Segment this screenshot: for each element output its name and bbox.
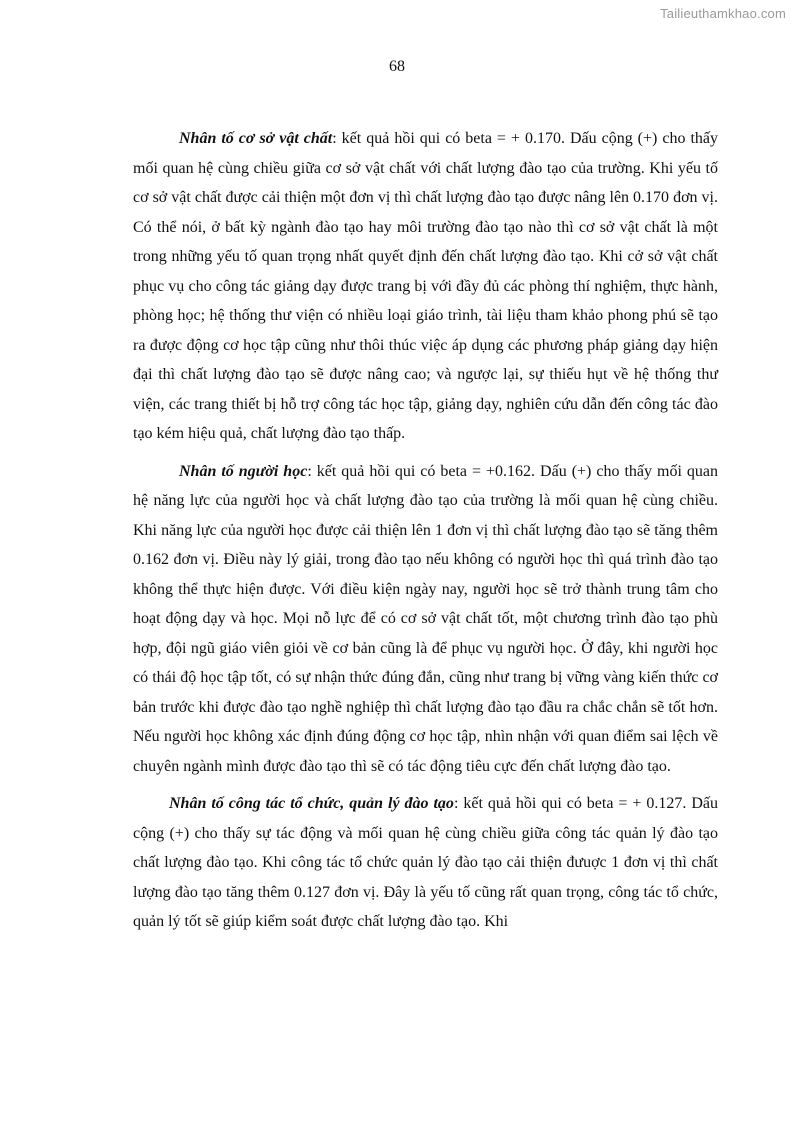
watermark-text: Tailieuthamkhao.com (660, 6, 786, 21)
paragraph-co-so-vat-chat (133, 124, 718, 449)
page-number: 68 (389, 58, 405, 75)
paragraph-term: Nhân tố cơ sở vật chất (179, 130, 333, 147)
paragraph-term: Nhân tố người học (179, 462, 308, 480)
paragraph-term: Nhân tố công tác tổ chức, quản lý đào tạo (169, 795, 454, 812)
document-body (133, 124, 718, 945)
paragraph-text: : kết quả hồi qui có beta = + 0.127. Dấu cộng (+) cho thấy sự tác động và mối quan hệ cùng chiều giữa công tác quản lý đào tạo chất lượng đào tạo. Khi công tác tổ chức quản lý đào tạo cải thiện đưuợc 1 đơn vị thì chất lượng đào tạo tăng thêm 0.127 đơn vị. Đây là yếu tố cũng rất quan trọng, công tác tổ chức, quản lý tốt sẽ giúp kiểm soát được chất lượng đào tạo. Khi (133, 795, 719, 930)
paragraph-text: : kết quả hồi qui có beta = + 0.170. Dấu cộng (+) cho thấy mối quan hệ cùng chiều giữa cơ sở vật chất với chất lượng đào tạo của trường. Khi yếu tố cơ sở vật chất được cải thiện một đơn vị thì chất lượng đào tạo được nâng lên 0.170 đơn vị. Có thể nói, ở bất kỳ ngành đào tạo hay môi trường đào tạo nào thì cơ sở vật chất là một trong những yếu tố quan trọng nhất quyết định đến chất lượng đào tạo. Khi cở sở vật chất phục vụ cho công tác giảng dạy được trang bị với đầy đủ các phòng thí nghiệm, thực hành, phòng học; hệ thống thư viện có nhiều loại giáo trình, tài liệu tham khảo phong phú sẽ tạo ra được động cơ học tập cũng như thôi thúc việc áp dụng các phương pháp giảng dạy hiện đại thì chất lượng đào tạo sẽ được nâng cao; và ngược lại, sự thiếu hụt về hệ thống thư viện, các trang thiết bị hỗ trợ công tác học tập, giảng dạy, nghiên cứu dẫn đến công tác đào tạo kém hiệu quả, chất lượng đào tạo thấp. (133, 130, 718, 442)
paragraph-to-chuc-quan-ly (133, 789, 718, 937)
paragraph-text: : kết quả hồi qui có beta = +0.162. Dấu (+) cho thấy mối quan hệ năng lực của người học và chất lượng đào tạo của trường là mối quan hệ cùng chiều. Khi năng lực của người học được cải thiện lên 1 đơn vị thì chất lượng đào tạo sẽ tăng thêm 0.162 đơn vị. Điều này lý giải, trong đào tạo nếu không có người học thì quá trình đào tạo không thể thực hiện được. Với điều kiện ngày nay, người học sẽ trở thành trung tâm cho hoạt động dạy và học. Mọi nỗ lực để có cơ sở vật chất tốt, một chương trình đào tạo phù hợp, đội ngũ giáo viên giỏi về cơ bản cũng là để phục vụ người học. Ở đây, khi người học có thái độ học tập tốt, có sự nhận thức đúng đắn, cũng như trang bị vững vàng kiến thức cơ bản trước khi được đào tạo nghề nghiệp thì chất lượng đào tạo đầu ra chắc chắn sẽ tốt hơn. Nếu người học không xác định đúng động cơ học tập, nhìn nhận với quan điểm sai lệch về chuyên ngành mình được đào tạo thì sẽ có tác động tiêu cực đến chất lượng đào tạo. (133, 462, 719, 775)
paragraph-nguoi-hoc (133, 457, 718, 782)
